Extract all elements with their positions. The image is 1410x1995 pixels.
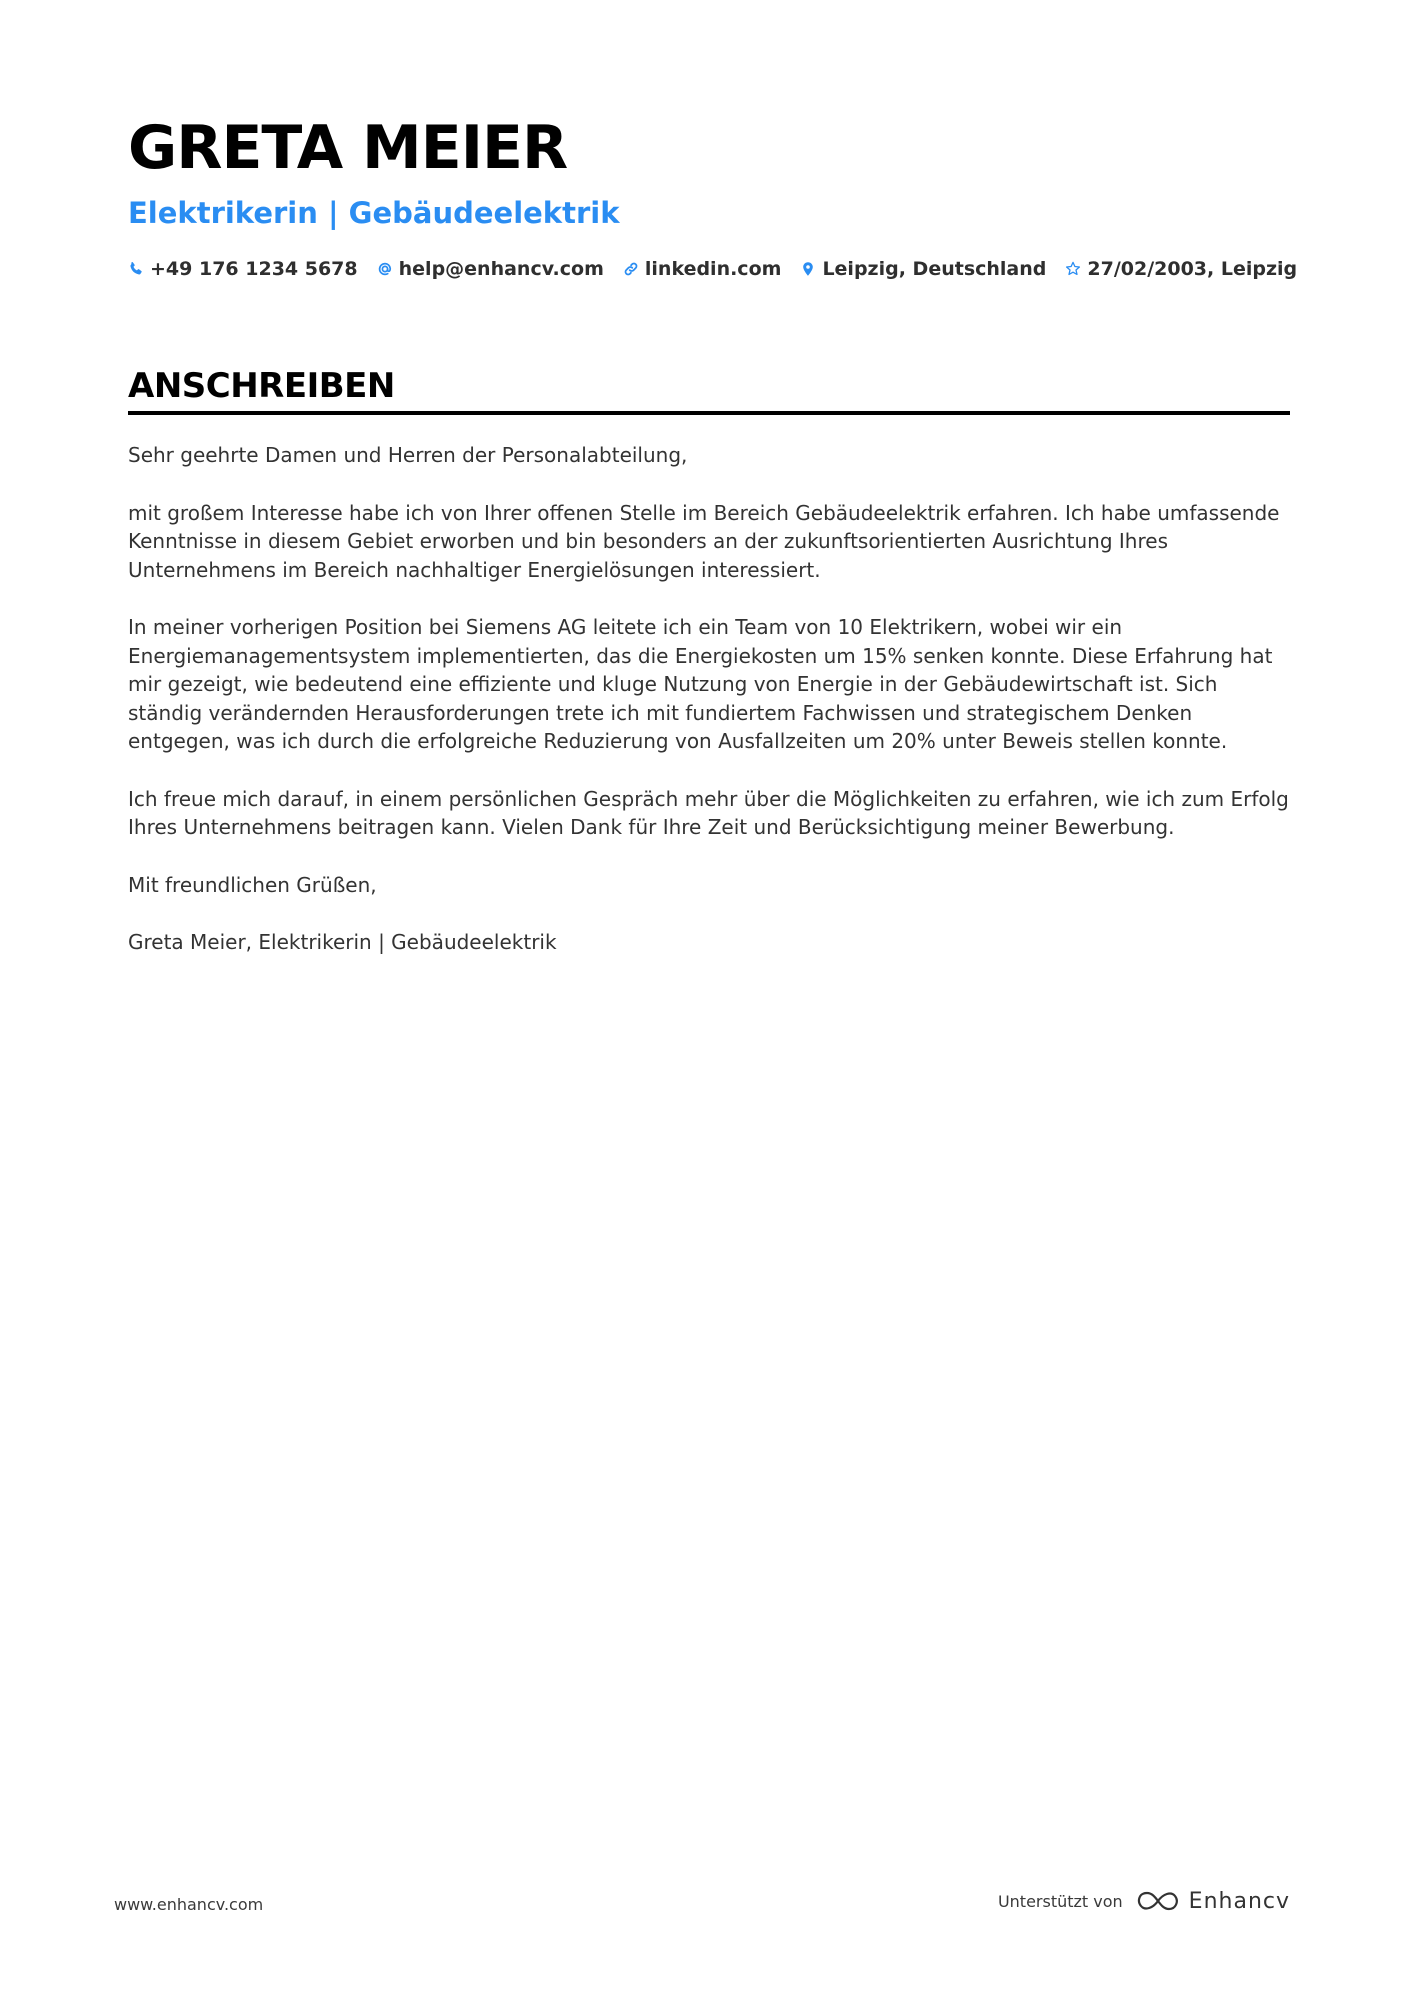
contact-email[interactable]	[377, 258, 604, 280]
cover-letter-section	[128, 364, 1290, 986]
enhancv-logo-icon	[1135, 1888, 1181, 1914]
footer-branding[interactable]	[998, 1888, 1290, 1914]
letter-salutation: Sehr geehrte Damen und Herren der Personalabteilung,	[128, 443, 688, 467]
candidate-name: GRETA MEIER	[128, 113, 568, 183]
letter-signature: Greta Meier, Elektrikerin | Gebäudeelektrik	[128, 930, 557, 954]
section-divider	[128, 411, 1290, 415]
letter-paragraph: mit großem Interesse habe ich von Ihrer offenen Stelle im Bereich Gebäudeelektrik erfahren. Ich habe umfassende Kenntnisse in diesem Gebiet erworben und bin besonders an der zukunftsorientierten Ausrichtung Ihres Unternehmens im Bereich nachhaltiger Energielösungen interessiert.	[128, 500, 1280, 582]
contact-birth	[1065, 258, 1297, 280]
letter-paragraph: In meiner vorherigen Position bei Siemens AG leitete ich ein Team von 10 Elektrikern, wobei wir ein Energiemanagementsystem implementierten, das die Energiekosten um 15% senken konnte. Diese Erfahrung hat mir gezeigt, wie bedeutend eine effiziente und kluge Nutzung von Energie in der Gebäudewirtschaft ist. Sich ständig verändernden Herausforderungen trete ich mit fundiertem Fachwissen und strategischem Denken entgegen, was ich durch die erfolgreiche Reduzierung von Ausfallzeiten um 20% unter Beweis stellen konnte.	[128, 615, 1273, 753]
contact-phone[interactable]	[128, 258, 358, 280]
contact-email-text: help@enhancv.com	[398, 258, 604, 280]
star-icon	[1065, 261, 1081, 277]
letter-paragraph: Ich freue mich darauf, in einem persönlichen Gespräch mehr über die Möglichkeiten zu erfahren, wie ich zum Erfolg Ihres Unternehmens beitragen kann. Vielen Dank für Ihre Zeit und Berücksichtigung meiner Bewerbung.	[128, 786, 1289, 839]
footer-powered-by: Unterstützt von	[997, 1891, 1123, 1911]
letter-body	[128, 441, 1290, 957]
location-pin-icon	[800, 261, 816, 277]
at-icon	[377, 261, 393, 277]
contact-phone-text: +49 176 1234 5678	[150, 258, 358, 280]
contact-birth-text: 27/02/2003, Leipzig	[1087, 258, 1298, 280]
contact-location-text: Leipzig, Deutschland	[822, 258, 1047, 280]
footer-brand-name: Enhancv	[1188, 1888, 1290, 1914]
section-title: ANSCHREIBEN	[128, 366, 395, 406]
phone-icon	[128, 261, 144, 277]
header	[128, 112, 1298, 280]
letter-closing: Mit freundlichen Grüßen,	[128, 872, 377, 897]
footer-website[interactable]: www.enhancv.com	[114, 1895, 264, 1914]
contact-linkedin-text: linkedin.com	[644, 258, 782, 280]
contact-bar	[128, 258, 1298, 280]
link-icon	[623, 261, 639, 277]
contact-location	[800, 258, 1046, 280]
contact-linkedin[interactable]	[623, 258, 782, 280]
candidate-role: Elektrikerin | Gebäudeelektrik	[128, 196, 620, 230]
